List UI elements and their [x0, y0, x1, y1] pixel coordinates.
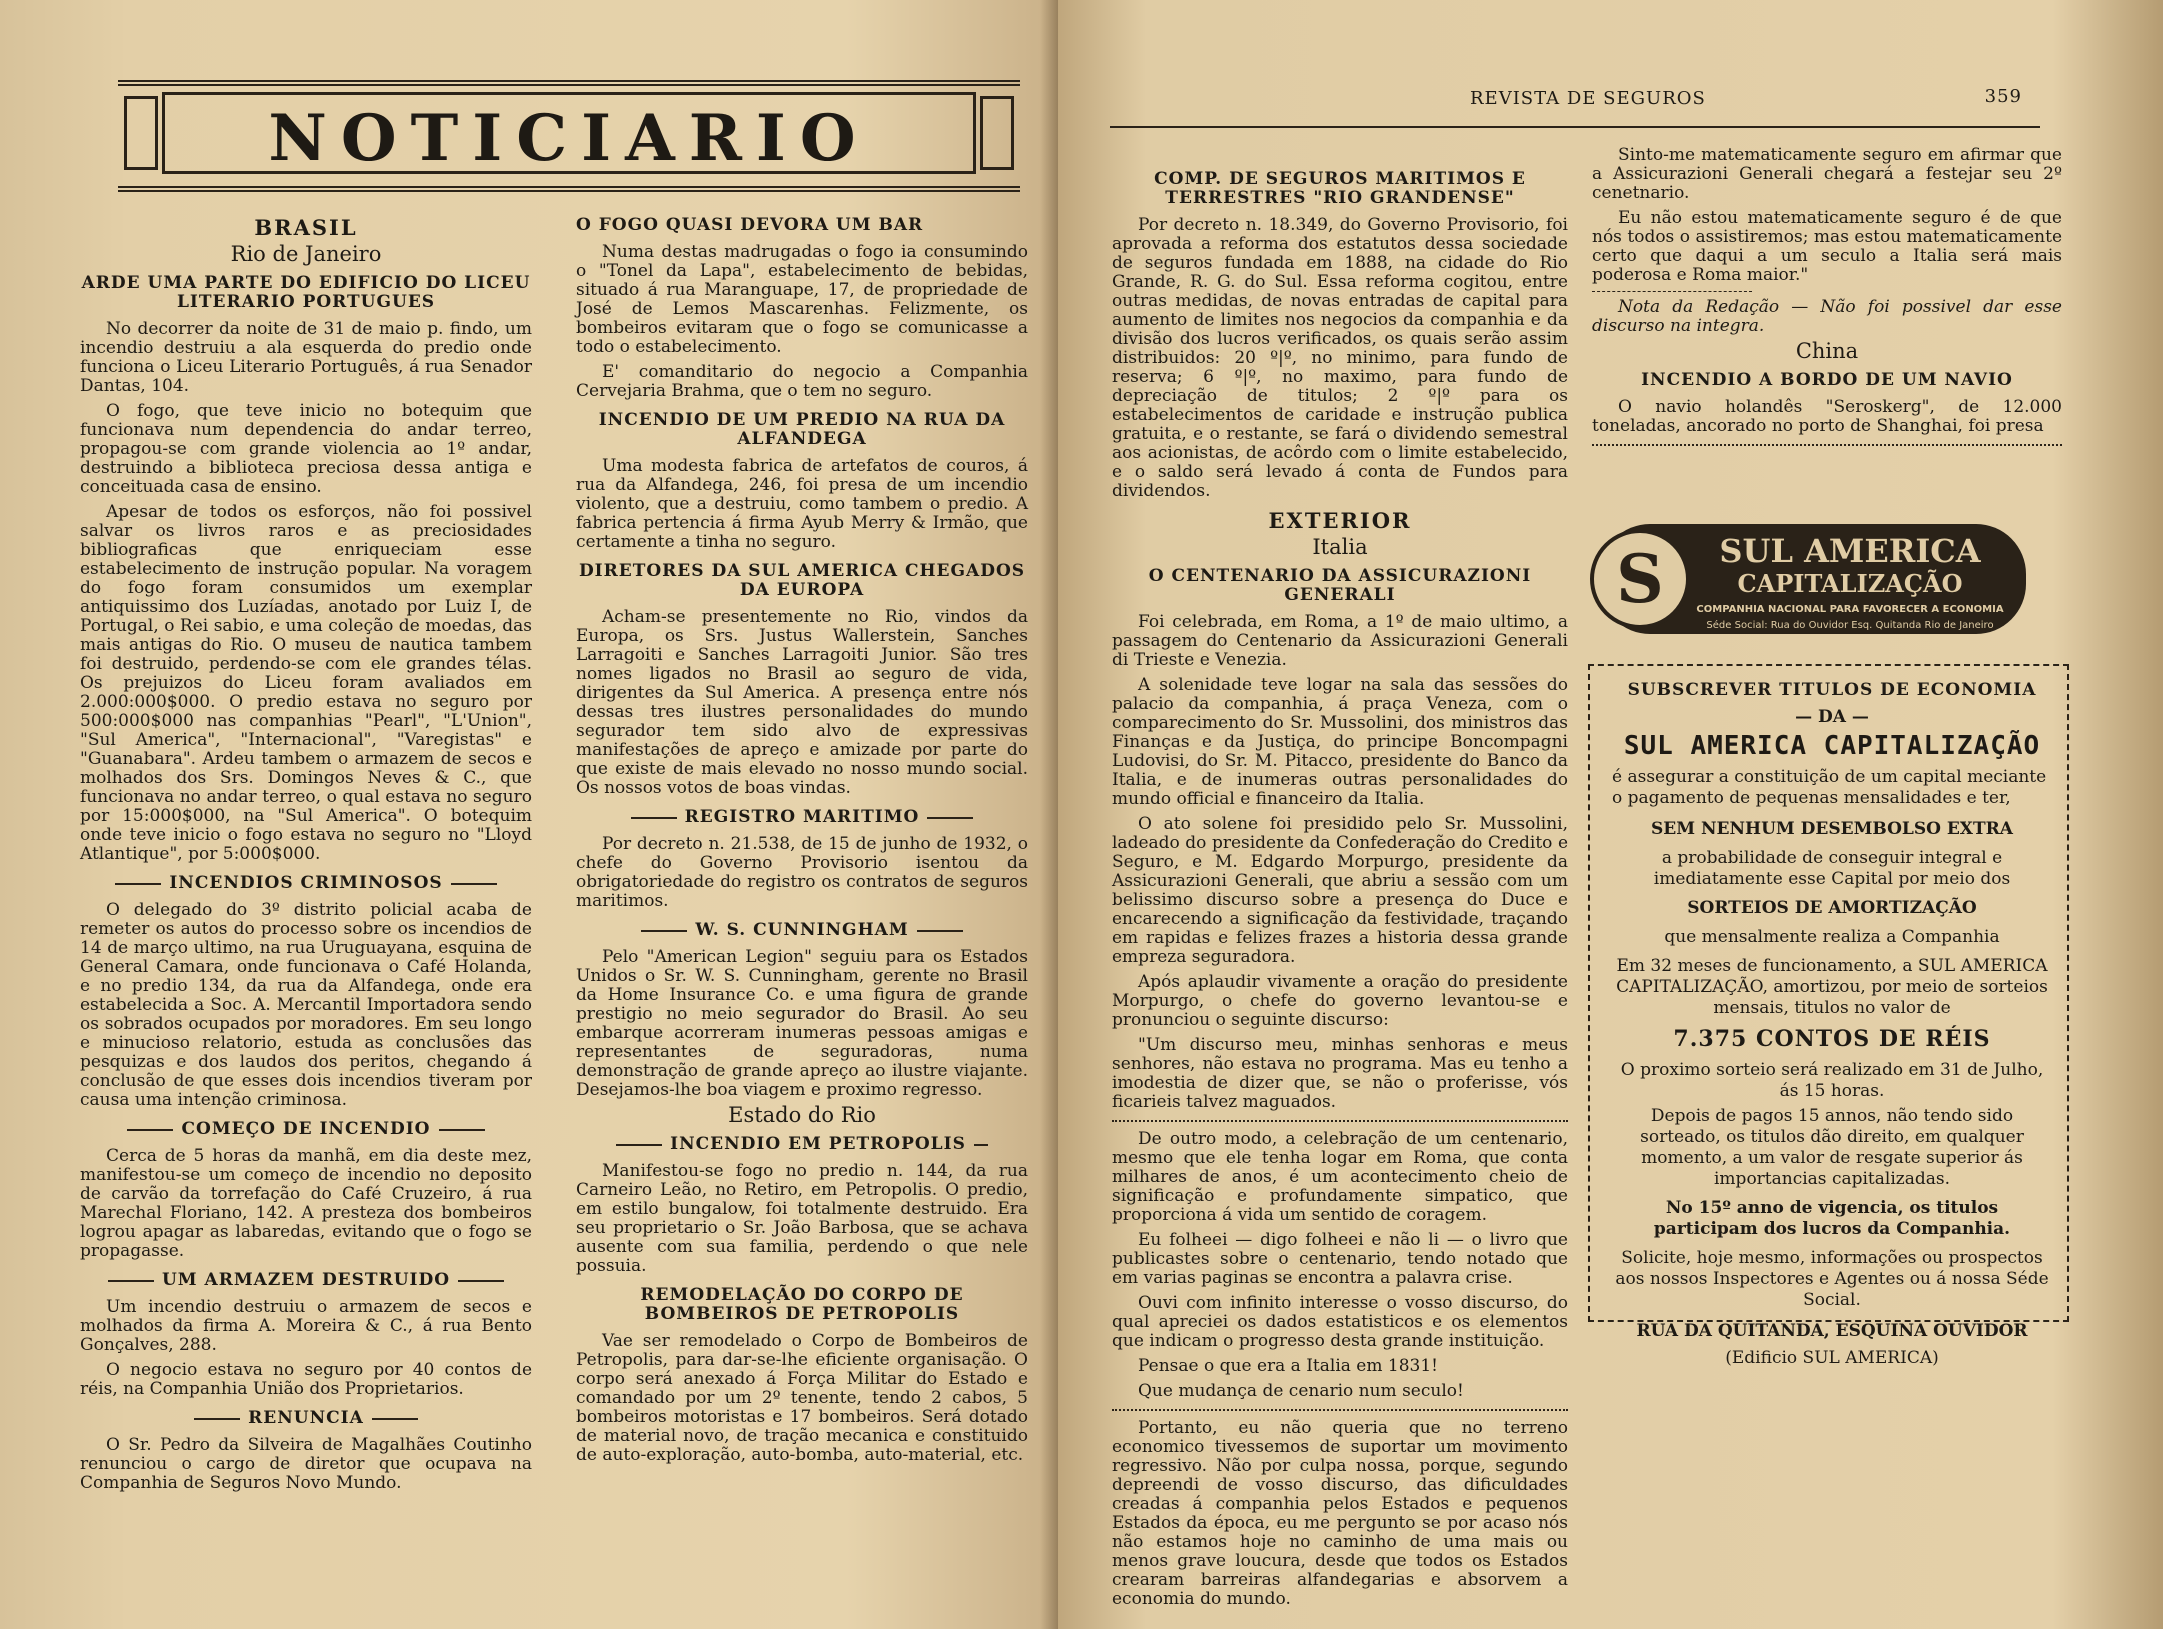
ad-line: SUBSCREVER TITULOS DE ECONOMIA: [1627, 680, 2037, 700]
sul-america-logo: [1590, 504, 2036, 654]
editorial-note: Nota da Redação — Não foi possivel dar esse discurso na integra.: [1592, 297, 2062, 336]
paragraph: Uma modesta fabrica de artefatos de couros, á rua da Alfandega, 246, foi presa de um incendio violento, que a destruiu, como tambem o predio. A fabrica pertencia á firma Ayub Merry & Irmão, que certamente a tinha no seguro.: [576, 456, 1028, 552]
left-column-2: [576, 206, 1028, 1471]
city-heading: Rio de Janeiro: [230, 242, 382, 266]
paragraph: Cerca de 5 horas da manhã, em dia deste mez, manifestou-se um começo de incendio no deposito de carvão da torrefação do Café Cruzeiro, á rua Marechal Floriano, 142. A presteza dos bombeiros logrou apagar as labaredas, evitando que o fogo se propagasse.: [80, 1146, 532, 1261]
paragraph: Pelo "American Legion" seguiu para os Estados Unidos o Sr. W. S. Cunningham, gerente no Brasil da Home Insurance Co. e uma figura de grande prestigio no meio segurador do Brasil. Ao seu embarque acorreram inumeras pessoas amigas e representantes de seguradoras, numa demonstração de grande apreço ao ilustre viajante. Desejamos-lhe boa viagem e proximo regresso.: [576, 947, 1028, 1100]
paragraph: O delegado do 3º distrito policial acaba de remeter os autos do processo sobre os incendios de 14 de março ultimo, na rua Uruguayana, esquina de General Camara, onde funcionava o Café Holanda, e no predio 134, da rua da Alfandega, onde era estabelecida a Soc. A. Mercantil Importadora sendo os sobrados ocupados por moradores. Em seu longo e minucioso relatorio, estuda as conclusões das pesquizas e dos laudos dos peritos, chegando á conclusão de que esses dois incendios tiveram por causa uma intenção criminosa.: [80, 900, 532, 1110]
paragraph: Sinto-me matematicamente seguro em afirmar que a Assicurazioni Generali chegará a festejar seu 2º cenetnario.: [1592, 145, 2062, 203]
running-head: [1110, 86, 2040, 128]
article-heading: O CENTENARIO DA ASSICURAZIONI GENERALI: [1148, 566, 1532, 605]
country-heading: Italia: [1312, 535, 1368, 559]
article-heading: REGISTRO MARITIMO: [576, 808, 1028, 827]
paragraph: Eu folheei — digo folheei e não li — o livro que publicastes sobre o centenario, tendo notado que em varias paginas se encontra a palavra crise.: [1112, 1230, 1568, 1288]
banner-frame: [162, 92, 976, 174]
ad-value: 7.375 CONTOS DE RÉIS: [1673, 1026, 1991, 1052]
journal-title: REVISTA DE SEGUROS: [1470, 88, 1706, 109]
logo-line4: Séde Social: Rua do Ouvidor Esq. Quitanda Rio de Janeiro: [1706, 620, 1994, 631]
banner-title: NOTICIARIO: [268, 101, 870, 176]
paragraph: Um incendio destruiu o armazem de secos e molhados da firma A. Moreira & C., á rua Bento Gonçalves, 288.: [80, 1297, 532, 1355]
state-heading: Estado do Rio: [728, 1103, 876, 1127]
ad-line: Solicite, hoje mesmo, informações ou prospectos aos nossos Inspectores e Agentes ou á nossa Séde Social.: [1615, 1248, 2049, 1310]
article-heading: RENUNCIA: [80, 1409, 532, 1428]
paragraph: Portanto, eu não queria que no terreno economico tivessemos de suportar um movimento regressivo. Não por culpa nossa, porque, segundo depreendi de vosso discurso, das dificuldades creadas á companhia pelos Estados e pequenos Estados da época, eu me pergunto se por acaso nós não estamos hoje no caminho de uma mais ou menos grave loucura, desde que todos os Estados crearam barreiras alfandegarias e absorvem a economia do mundo.: [1112, 1418, 1568, 1609]
article-heading: UM ARMAZEM DESTRUIDO: [80, 1271, 532, 1290]
paragraph: O negocio estava no seguro por 40 contos de réis, na Companhia União dos Proprietarios.: [80, 1360, 532, 1399]
paragraph: Ouvi com infinito interesse o vosso discurso, do qual apreciei os dados estatisticos e os elementos que indicam o progresso desta grande instituição.: [1112, 1293, 1568, 1351]
paragraph: Numa destas madrugadas o fogo ia consumindo o "Tonel da Lapa", estabelecimento de bebidas, situado á rua Maranguape, 17, de propriedade de José de Lemos Mascarenhas. Felizmente, os bombeiros evitaram que o fogo se comunicasse a todo o estabelecimento.: [576, 242, 1028, 357]
paragraph: O ato solene foi presidido pelo Sr. Mussolini, ladeado do presidente da Confederação do Credito e Seguro, e M. Edgardo Morpurgo, presidente da Assicurazioni Generali, que abriu a sessão com um belissimo discurso sobre a presença do Duce e encarecendo a significação da festividade, traçando em rapidas e felizes frazes a historia dessa grande empreza seguradora.: [1112, 814, 1568, 967]
paragraph: E' comanditario do negocio a Companhia Cervejaria Brahma, que o tem no seguro.: [576, 362, 1028, 401]
page-number: 359: [1984, 86, 2022, 107]
left-page: [0, 0, 1058, 1629]
right-column-1: [1112, 160, 1568, 1615]
paragraph: O fogo, que teve inicio no botequim que funcionava num dependencia do andar terreo, propagou-se com grande violencia ao 1º andar, destruindo a biblioteca preciosa dessa antiga e conceituada casa de ensino.: [80, 401, 532, 497]
paragraph: Manifestou-se fogo no predio n. 144, da rua Carneiro Leão, no Retiro, em Petropolis. O predio, em estilo bungalow, foi totalmente destruido. Era seu proprietario o Sr. João Barbosa, que se achava ausente com sua familia, perdendo o que nele possuia.: [576, 1161, 1028, 1276]
ad-line: SEM NENHUM DESEMBOLSO EXTRA: [1651, 819, 2013, 839]
paragraph: Apesar de todos os esforços, não foi possivel salvar os livros raros e as preciosidades bibliograficas que enriqueciam esse estabelecimento de instrução popular. Na voragem do fogo foram consumidos um exemplar antiquissimo dos Luzíadas, anotado por Luiz I, de Portugal, o Rei sabio, e uma coleção de moedas, das mais antigas do Rio. O museu de nautica tambem foi destruido, perdendo-se com ele grandes télas. Os prejuizos do Liceu foram avaliados em 2.000:000$000. O predio estava no seguro por 500:000$000 nas companhias "Pearl", "L'Union", "Sul America", "Internacional", "Varegistas" e "Guanabara". Ardeu tambem o armazem de secos e molhados dos Srs. Domingos Neves & C., que funcionava no andar terreo, o qual estava no seguro por 15:000$000, na "Sul America". O botequim onde teve inicio o fogo estava no seguro no "Lloyd Atlantique", por 5:000$000.: [80, 502, 532, 864]
article-heading: COMEÇO DE INCENDIO: [80, 1120, 532, 1139]
article-heading: ARDE UMA PARTE DO EDIFICIO DO LICEU LITERARIO PORTUGUES: [81, 273, 531, 312]
dotted-separator: [1112, 1409, 1568, 1411]
right-column-2: [1592, 146, 2062, 454]
section-heading: EXTERIOR: [1268, 508, 1412, 533]
ad-line: Depois de pagos 15 annos, não tendo sido sorteado, os titulos dão direito, em qualquer momento, a um valor de resgate superior ás importancias capitalizadas.: [1640, 1106, 2024, 1189]
ad-brand: SUL AMERICA CAPITALIZAÇÃO: [1623, 731, 2041, 761]
noticiario-banner: [118, 80, 1020, 192]
paragraph: No decorrer da noite de 31 de maio p. findo, um incendio destruiu a ala esquerda do predio onde funciona o Liceu Literario Português, á rua Senador Dantas, 104.: [80, 319, 532, 396]
ad-line: No 15º anno de vigencia, os titulos participam dos lucros da Companhia.: [1653, 1198, 2011, 1239]
country-heading: China: [1795, 339, 1859, 363]
article-heading: INCENDIO EM PETROPOLIS: [576, 1135, 1028, 1154]
ad-line: Em 32 meses de funcionamento, a SUL AMERICA CAPITALIZAÇÃO, amortizou, por meio de sorteios mensais, titulos no valor de: [1616, 956, 2048, 1018]
ad-line: a probabilidade de conseguir integral e imediatamente esse Capital por meio dos: [1653, 848, 2011, 889]
paragraph: De outro modo, a celebração de um centenario, mesmo que ele tenha logar em Roma, que conta milhares de anos, é um acontecimento cheio de significação e profundamente simpatico, que proporciona á vida um sentido de coragem.: [1112, 1129, 1568, 1225]
advertisement-body: [1612, 680, 2052, 1369]
article-heading: INCENDIOS CRIMINOSOS: [80, 874, 532, 893]
logo-line3: COMPANHIA NACIONAL PARA FAVORECER A ECONOMIA: [1696, 604, 2004, 615]
paragraph: O navio holandês "Seroskerg", de 12.000 toneladas, ancorado no porto de Shanghai, foi presa: [1592, 397, 2062, 436]
paragraph: O Sr. Pedro da Silveira de Magalhães Coutinho renunciou o cargo de diretor que ocupava na Companhia de Seguros Novo Mundo.: [80, 1435, 532, 1493]
article-heading: DIRETORES DA SUL AMERICA CHEGADOS DA EUROPA: [578, 561, 1026, 600]
banner-ornament-right: [980, 96, 1014, 170]
logo-line1: SUL AMERICA: [1719, 532, 1981, 570]
article-heading: COMP. DE SEGUROS MARITIMOS E TERRESTRES "RIO GRANDENSE": [1154, 169, 1526, 208]
paragraph: A solenidade teve logar na sala das sessões do palacio da companhia, á praça Veneza, com o comparecimento do Sr. Mussolini, dos ministros das Finanças e da Justiça, do principe Boncompagni Ludovisi, do Sr. M. Pitacco, presidente do Banco da Italia, e de inumeras outras personalidades do mundo official e financeiro da Italia.: [1112, 675, 1568, 809]
left-column-1: [80, 208, 532, 1499]
ad-line: (Edificio SUL AMERICA): [1725, 1348, 1939, 1368]
logo-s-letter: S: [1616, 540, 1664, 618]
dotted-separator: [1592, 444, 2062, 446]
paragraph: Após aplaudir vivamente a oração do presidente Morpurgo, o chefe do governo levantou-se e pronunciou o seguinte discurso:: [1112, 972, 1568, 1030]
ad-line: O proximo sorteio será realizado em 31 de Julho, ás 15 horas.: [1620, 1060, 2044, 1101]
article-heading: O FOGO QUASI DEVORA UM BAR: [576, 215, 924, 235]
ad-line: SORTEIOS DE AMORTIZAÇÃO: [1687, 898, 1977, 918]
section-heading: BRASIL: [254, 215, 358, 240]
paragraph: Por decreto n. 18.349, do Governo Provisorio, foi aprovada a reforma dos estatutos dessa sociedade de seguros fundada em 1888, na cidade do Rio Grande, R. G. do Sul. Essa reforma cogitou, entre outras medidas, de novas entradas de capital para aumento de limites nos negocios da companhia e da divisão dos lucros verificados, os quais serão assim distribuidos: 20 º|º, no minimo, para fundo de reserva; 6 º|º, no maximo, para fundo de depreciação de titulos; 2 º|º para os estabelecimentos de caridade e instrução publica gratuita, e o restante, se fará o dividendo semestral aos acionistas, de acôrdo com o limite estabelecido, e o saldo será levado á conta de Fundos para dividendos.: [1112, 215, 1568, 501]
ad-address: RUA DA QUITANDA, ESQUINA OUVIDOR: [1636, 1321, 2028, 1341]
logo-line2: CAPITALIZAÇÃO: [1737, 569, 1963, 598]
ad-line: que mensalmente realiza a Companhia: [1664, 927, 2000, 947]
separator: [1592, 291, 1752, 292]
article-heading: INCENDIO DE UM PREDIO NA RUA DA ALFANDEGA: [598, 410, 1006, 449]
paragraph: "Um discurso meu, minhas senhoras e meus senhores, não estava no programa. Mas eu tenho a imodestia de dizer que, se não o proferisse, vós ficarieis talvez maguados.: [1112, 1035, 1568, 1112]
paragraph: Pensae o que era a Italia em 1831!: [1138, 1356, 1438, 1376]
paragraph: Acham-se presentemente no Rio, vindos da Europa, os Srs. Justus Wallerstein, Sanches Larragoiti e Sanches Larragoiti Junior. São tres nomes ligados no Brasil ao seguro de vida, dirigentes da Sul America. A presença entre nós dessas tres ilustres personalidades do mundo segurador tem sido alvo de expressivas manifestações de apreço e amizade por parte do que existe de mais elevado no nosso mundo social. Os nossos votos de boas vindas.: [576, 607, 1028, 798]
paragraph: Eu não estou matematicamente seguro é de que nós todos o assistiremos; mas estou matematicamente certo que daqui a um seculo a Italia será mais poderosa e Roma maior.": [1592, 208, 2062, 285]
paragraph: Vae ser remodelado o Corpo de Bombeiros de Petropolis, para dar-se-lhe eficiente organisação. O corpo será anexado á Força Militar do Estado e comandado por um 2º tenente, tendo 2 cabos, 5 bombeiros motoristas e 17 bombeiros. Será dotado de material novo, de tração mecanica e constituido de auto-exploração, auto-bomba, auto-material, etc.: [576, 1331, 1028, 1465]
article-heading: INCENDIO A BORDO DE UM NAVIO: [1641, 370, 2013, 390]
ad-line: — DA —: [1795, 707, 1869, 727]
article-heading: W. S. CUNNINGHAM: [576, 921, 1028, 940]
banner-ornament-left: [124, 96, 158, 170]
ad-line: é assegurar a constituição de um capital meciante o pagamento de pequenas mensalidades e ter,: [1612, 767, 2047, 808]
paragraph: Que mudança de cenario num seculo!: [1138, 1381, 1464, 1401]
article-heading: REMODELAÇÃO DO CORPO DE BOMBEIROS DE PETROPOLIS: [640, 1285, 964, 1324]
paragraph: Foi celebrada, em Roma, a 1º de maio ultimo, a passagem do Centenario da Assicurazioni Generali di Trieste e Venezia.: [1112, 612, 1568, 670]
dotted-separator: [1112, 1120, 1568, 1122]
paragraph: Por decreto n. 21.538, de 15 de junho de 1932, o chefe do Governo Provisorio isentou da obrigatoriedade do registro os contratos de seguros maritimos.: [576, 834, 1028, 911]
